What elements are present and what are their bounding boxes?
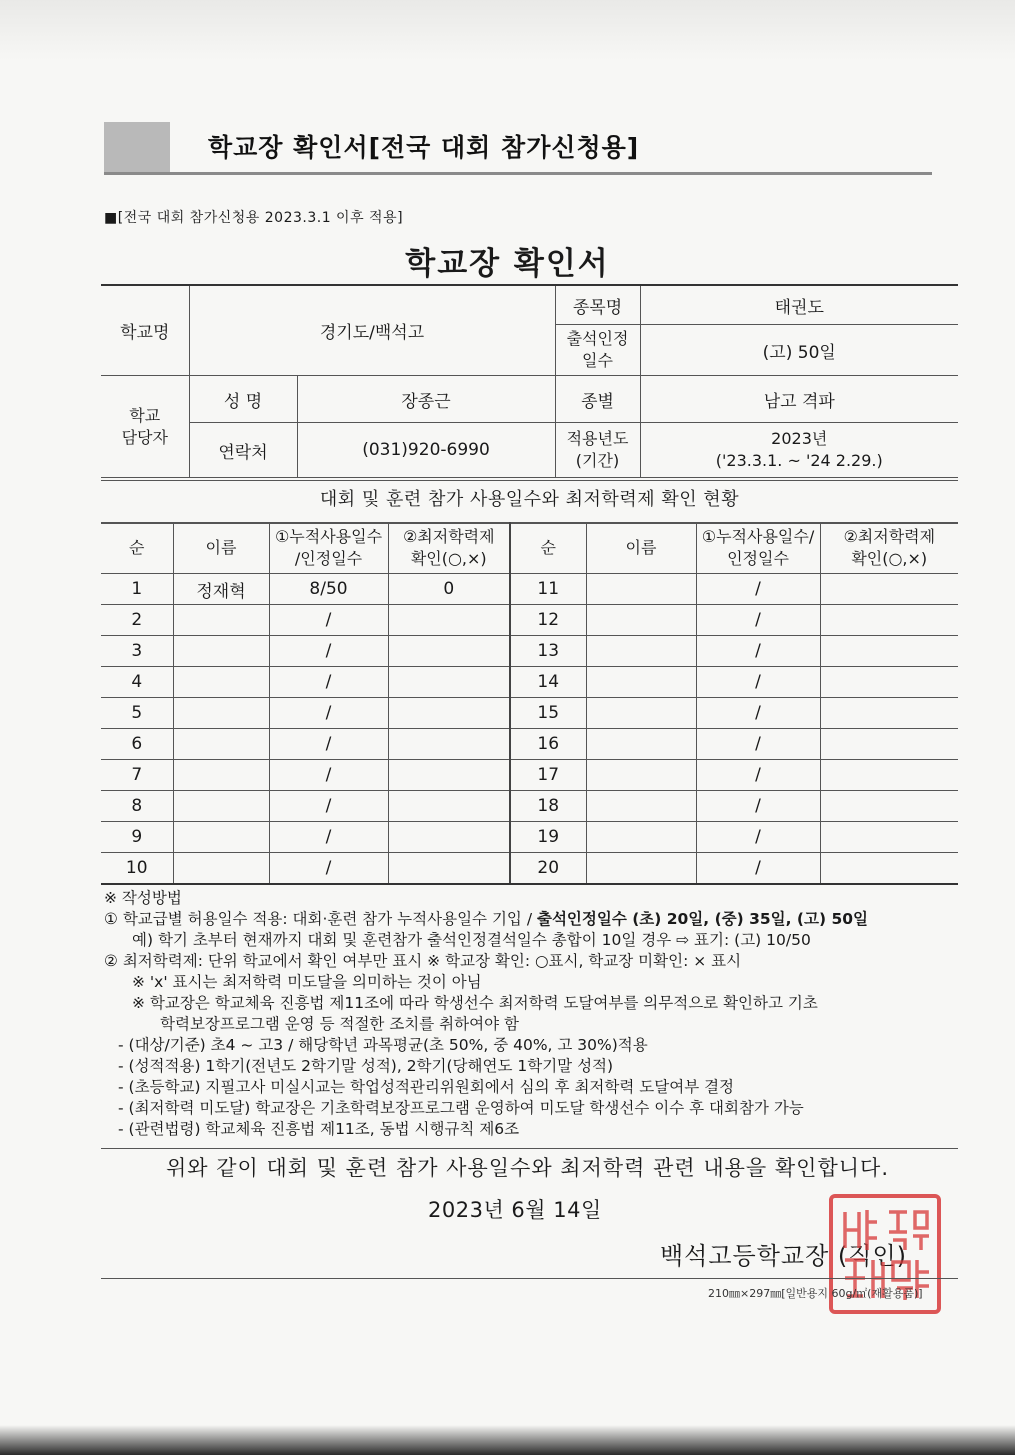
row-check bbox=[388, 760, 510, 791]
row-used: / bbox=[269, 791, 388, 822]
row-used-right: / bbox=[696, 605, 820, 636]
writing-notes bbox=[104, 888, 964, 1140]
col-used-right-line1: ①누적사용일수/ bbox=[701, 527, 815, 546]
row-used-right: / bbox=[696, 574, 820, 605]
year-label bbox=[555, 423, 640, 478]
row-check-right bbox=[820, 605, 958, 636]
note-1 bbox=[104, 909, 964, 930]
row-used-right: / bbox=[696, 822, 820, 853]
row-used-right: / bbox=[696, 853, 820, 885]
background-bottom bbox=[0, 1425, 1015, 1455]
name-value: 장종근 bbox=[297, 376, 555, 423]
table-row bbox=[101, 729, 958, 760]
row-no: 6 bbox=[101, 729, 173, 760]
row-used-right: / bbox=[696, 636, 820, 667]
row-used: / bbox=[269, 822, 388, 853]
row-check: 0 bbox=[388, 574, 510, 605]
roster-table bbox=[101, 522, 958, 885]
roster-caption: 대회 및 훈련 참가 사용일수와 최저학력제 확인 현황 bbox=[101, 480, 958, 524]
note-2b: ※ 학교장은 학교체육 진흥법 제11조에 따라 학생선수 최저학력 도달여부를 의무적으로 확인하고 기초 bbox=[132, 994, 818, 1012]
note-1-example: 예) 학기 초부터 현재까지 대회 및 훈련참가 출석인정결석일수 총합이 10일 경우 ⇨ 표기: (고) 10/50 bbox=[132, 931, 811, 949]
note-dash-4: - (최저학력 미도달) 학교장은 기초학력보장프로그램 운영하여 미도달 학생선수 이수 후 대회참가 가능 bbox=[118, 1099, 804, 1117]
days-label-line2: 일수 bbox=[582, 351, 613, 370]
row-check-right bbox=[820, 729, 958, 760]
row-check bbox=[388, 667, 510, 698]
col-check-right bbox=[820, 523, 958, 574]
row-name-right bbox=[586, 574, 696, 605]
year-label-line1: 적용년도 bbox=[566, 429, 629, 448]
table-row bbox=[101, 574, 958, 605]
row-used: 8/50 bbox=[269, 574, 388, 605]
row-no: 4 bbox=[101, 667, 173, 698]
footer-rule bbox=[101, 1278, 958, 1279]
row-name bbox=[173, 822, 269, 853]
row-check bbox=[388, 698, 510, 729]
row-name-right bbox=[586, 853, 696, 885]
confirmation-statement: 위와 같이 대회 및 훈련 참가 사용일수와 최저학력 관련 내용을 확인합니다. bbox=[165, 1156, 889, 1180]
row-no-right: 20 bbox=[510, 853, 586, 885]
note-dash-1: - (대상/기준) 초4 ~ 고3 / 해당학년 과목평균(초 50%, 중 40%, 고 30%)적용 bbox=[118, 1036, 648, 1054]
contact-value: (031)920-6990 bbox=[297, 423, 555, 478]
row-name-right bbox=[586, 791, 696, 822]
col-name: 이름 bbox=[173, 523, 269, 574]
row-no-right: 17 bbox=[510, 760, 586, 791]
staff-label-line2: 담당자 bbox=[121, 427, 168, 447]
col-no: 순 bbox=[101, 523, 173, 574]
note-dash-2: - (성적적용) 1학기(전년도 2학기말 성적), 2학기(당해연도 1학기말 성적) bbox=[118, 1057, 614, 1075]
header-rule bbox=[104, 172, 932, 175]
year-value-line1: 2023년 bbox=[771, 429, 828, 448]
row-check-right bbox=[820, 760, 958, 791]
row-used-right: / bbox=[696, 667, 820, 698]
note-2: ② 최저학력제: 단위 학교에서 확인 여부만 표시 ※ 학교장 확인: ○표시, 학교장 미확인: × 표시 bbox=[104, 952, 742, 970]
row-used: / bbox=[269, 636, 388, 667]
row-check-right bbox=[820, 698, 958, 729]
row-name bbox=[173, 853, 269, 885]
document-title: 학교장 확인서 bbox=[405, 246, 610, 282]
row-check bbox=[388, 729, 510, 760]
header-gray-block bbox=[104, 122, 170, 174]
row-name bbox=[173, 698, 269, 729]
row-check bbox=[388, 605, 510, 636]
staff-label bbox=[101, 376, 189, 478]
row-check-right bbox=[820, 822, 958, 853]
days-label-line1: 출석인정 bbox=[566, 329, 629, 348]
row-used-right: / bbox=[696, 760, 820, 791]
col-used-line2: /인정일수 bbox=[294, 549, 363, 568]
notes-heading: ※ 작성방법 bbox=[104, 889, 182, 907]
col-check bbox=[388, 523, 510, 574]
row-name bbox=[173, 605, 269, 636]
row-no-right: 19 bbox=[510, 822, 586, 853]
row-no: 1 bbox=[101, 574, 173, 605]
row-name bbox=[173, 636, 269, 667]
kind-value: 남고 격파 bbox=[640, 376, 958, 423]
col-no-right: 순 bbox=[510, 523, 586, 574]
school-label: 학교명 bbox=[101, 285, 189, 376]
row-check-right bbox=[820, 791, 958, 822]
row-used-right: / bbox=[696, 791, 820, 822]
row-used: / bbox=[269, 605, 388, 636]
row-no: 7 bbox=[101, 760, 173, 791]
kind-label: 종별 bbox=[555, 376, 640, 423]
col-used bbox=[269, 523, 388, 574]
note-dash-5: - (관련법령) 학교체육 진흥법 제11조, 동법 시행규칙 제6조 bbox=[118, 1120, 520, 1138]
row-name-right bbox=[586, 667, 696, 698]
col-used-line1: ①누적사용일수 bbox=[274, 527, 383, 546]
row-name-right bbox=[586, 605, 696, 636]
table-row bbox=[101, 791, 958, 822]
table-row bbox=[101, 667, 958, 698]
table-row bbox=[101, 760, 958, 791]
row-used: / bbox=[269, 667, 388, 698]
row-used-right: / bbox=[696, 729, 820, 760]
paper-spec: 210㎜×297㎜[일반용지 60g/㎡(재활용품)] bbox=[708, 1287, 923, 1300]
row-name-right bbox=[586, 698, 696, 729]
col-check-right-line2: 확인(○,×) bbox=[851, 549, 928, 568]
col-used-right-line2: 인정일수 bbox=[727, 549, 789, 568]
row-check bbox=[388, 791, 510, 822]
header-title: 학교장 확인서[전국 대회 참가신청용] bbox=[208, 133, 640, 162]
note-1-bold: 출석인정일수 (초) 20일, (중) 35일, (고) 50일 bbox=[536, 910, 869, 928]
background-top bbox=[0, 0, 1015, 60]
row-check-right bbox=[820, 853, 958, 885]
row-name bbox=[173, 667, 269, 698]
name-label: 성 명 bbox=[189, 376, 297, 423]
issue-date: 2023년 6월 14일 bbox=[428, 1198, 602, 1222]
year-label-line2: (기간) bbox=[575, 451, 620, 470]
row-name-right bbox=[586, 729, 696, 760]
row-check bbox=[388, 853, 510, 885]
row-no-right: 15 bbox=[510, 698, 586, 729]
row-no: 10 bbox=[101, 853, 173, 885]
row-no: 3 bbox=[101, 636, 173, 667]
form-subnote: ■[전국 대회 참가신청용 2023.3.1 이후 적용] bbox=[104, 210, 404, 226]
row-no-right: 11 bbox=[510, 574, 586, 605]
days-value: (고) 50일 bbox=[640, 325, 958, 376]
row-no-right: 14 bbox=[510, 667, 586, 698]
row-check-right bbox=[820, 667, 958, 698]
year-value bbox=[640, 423, 958, 478]
col-check-line1: ②최저학력제 bbox=[402, 527, 495, 546]
row-name-right bbox=[586, 822, 696, 853]
row-used-right: / bbox=[696, 698, 820, 729]
col-check-line2: 확인(○,×) bbox=[410, 549, 487, 568]
school-value: 경기도/백석고 bbox=[189, 285, 555, 376]
row-check-right bbox=[820, 574, 958, 605]
row-used: / bbox=[269, 853, 388, 885]
table-row bbox=[101, 853, 958, 885]
row-name bbox=[173, 791, 269, 822]
note-2c: 학력보장프로그램 운영 등 적절한 조치를 취하여야 함 bbox=[160, 1015, 519, 1033]
table-row bbox=[101, 698, 958, 729]
table-row bbox=[101, 605, 958, 636]
row-check bbox=[388, 636, 510, 667]
row-no: 9 bbox=[101, 822, 173, 853]
row-used: / bbox=[269, 729, 388, 760]
row-no-right: 12 bbox=[510, 605, 586, 636]
col-name-right: 이름 bbox=[586, 523, 696, 574]
row-used: / bbox=[269, 698, 388, 729]
info-table bbox=[101, 284, 958, 478]
row-name-right bbox=[586, 760, 696, 791]
row-check-right bbox=[820, 636, 958, 667]
row-name-right bbox=[586, 636, 696, 667]
year-value-line2: ('23.3.1. ~ '24 2.29.) bbox=[715, 451, 883, 470]
row-no-right: 18 bbox=[510, 791, 586, 822]
note-1-text: ① 학교급별 허용일수 적용: 대회·훈련 참가 누적사용일수 기입 / bbox=[104, 910, 537, 928]
note-2a: ※ 'x' 표시는 최저학력 미도달을 의미하는 것이 아님 bbox=[132, 973, 482, 991]
table-row bbox=[101, 822, 958, 853]
row-no-right: 16 bbox=[510, 729, 586, 760]
row-name: 정재혁 bbox=[173, 574, 269, 605]
col-check-right-line1: ②최저학력제 bbox=[843, 527, 936, 546]
table-row bbox=[101, 636, 958, 667]
row-used: / bbox=[269, 760, 388, 791]
row-check bbox=[388, 822, 510, 853]
contact-label: 연락처 bbox=[189, 423, 297, 478]
event-label: 종목명 bbox=[555, 285, 640, 325]
col-used-right bbox=[696, 523, 820, 574]
roster-header-row bbox=[101, 523, 958, 574]
principal-signature: 백석고등학교장 (직인) bbox=[660, 1242, 908, 1270]
staff-label-line1: 학교 bbox=[129, 405, 161, 425]
row-no: 2 bbox=[101, 605, 173, 636]
event-value: 태권도 bbox=[640, 285, 958, 325]
note-dash-3: - (초등학교) 지필고사 미실시교는 학업성적관리위원회에서 심의 후 최저학력 도달여부 결정 bbox=[118, 1078, 735, 1096]
row-no: 5 bbox=[101, 698, 173, 729]
row-name bbox=[173, 760, 269, 791]
days-label bbox=[555, 325, 640, 376]
row-name bbox=[173, 729, 269, 760]
row-no: 8 bbox=[101, 791, 173, 822]
closing-rule bbox=[101, 1148, 958, 1149]
row-no-right: 13 bbox=[510, 636, 586, 667]
